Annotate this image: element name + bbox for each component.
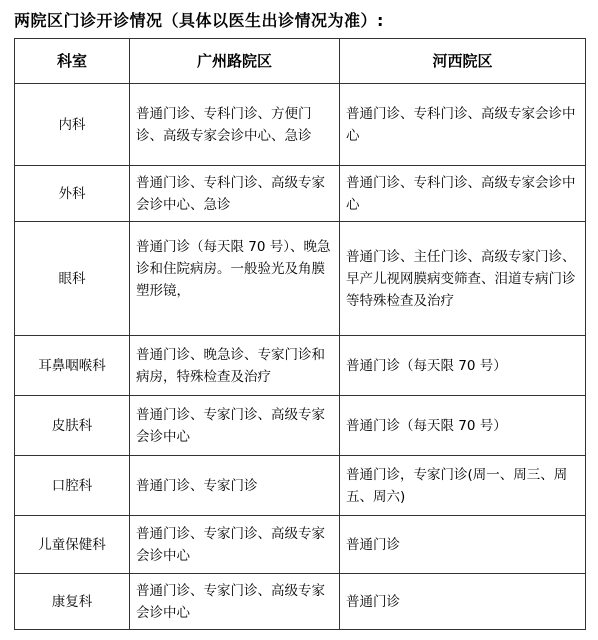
table-row (15, 336, 586, 396)
clinic-schedule-table (14, 38, 586, 630)
dept-cell: 儿童保健科 (15, 516, 130, 574)
hexi-service-cell: 普通门诊 (340, 516, 586, 574)
hexi-service-cell: 普通门诊、专科门诊、高级专家会诊中心 (340, 84, 586, 166)
header-dept: 科室 (15, 39, 130, 84)
guangzhou-service-cell: 普通门诊、专科门诊、方便门诊、高级专家会诊中心、急诊 (130, 84, 340, 166)
table-row (15, 222, 586, 336)
dept-cell: 康复科 (15, 574, 130, 630)
table-row (15, 84, 586, 166)
hexi-service-cell: 普通门诊 (340, 574, 586, 630)
guangzhou-service-cell: 普通门诊、晚急诊、专家门诊和病房，特殊检查及治疗 (130, 336, 340, 396)
guangzhou-service-cell: 普通门诊、专家门诊、高级专家会诊中心 (130, 516, 340, 574)
table-row (15, 574, 586, 630)
hexi-service-cell: 普通门诊、主任门诊、高级专家门诊、早产儿视网膜病变筛查、泪道专病门诊等特殊检查及治疗 (340, 222, 586, 336)
header-hexi-campus: 河西院区 (340, 39, 586, 84)
dept-cell: 皮肤科 (15, 396, 130, 456)
hexi-service-cell: 普通门诊（每天限 70 号） (340, 336, 586, 396)
header-guangzhou-campus: 广州路院区 (130, 39, 340, 84)
table-row (15, 166, 586, 222)
guangzhou-service-cell: 普通门诊、专科门诊、高级专家会诊中心、急诊 (130, 166, 340, 222)
table-row (15, 516, 586, 574)
table-row (15, 396, 586, 456)
page-title: 两院区门诊开诊情况（具体以医生出诊情况为准）: (14, 11, 384, 30)
dept-cell: 口腔科 (15, 456, 130, 516)
guangzhou-service-cell: 普通门诊（每天限 70 号）、晚急诊和住院病房。一般验光及角膜塑形镜， (130, 222, 340, 336)
guangzhou-service-cell: 普通门诊、专家门诊、高级专家会诊中心 (130, 574, 340, 630)
dept-cell: 耳鼻咽喉科 (15, 336, 130, 396)
dept-cell: 外科 (15, 166, 130, 222)
dept-cell: 内科 (15, 84, 130, 166)
hexi-service-cell: 普通门诊（每天限 70 号） (340, 396, 586, 456)
guangzhou-service-cell: 普通门诊、专家门诊 (130, 456, 340, 516)
hexi-service-cell: 普通门诊，专家门诊(周一、周三、周五、周六) (340, 456, 586, 516)
hexi-service-cell: 普通门诊、专科门诊、高级专家会诊中心 (340, 166, 586, 222)
guangzhou-service-cell: 普通门诊、专家门诊、高级专家会诊中心 (130, 396, 340, 456)
table-row (15, 456, 586, 516)
table-header-row (15, 39, 586, 84)
dept-cell: 眼科 (15, 222, 130, 336)
